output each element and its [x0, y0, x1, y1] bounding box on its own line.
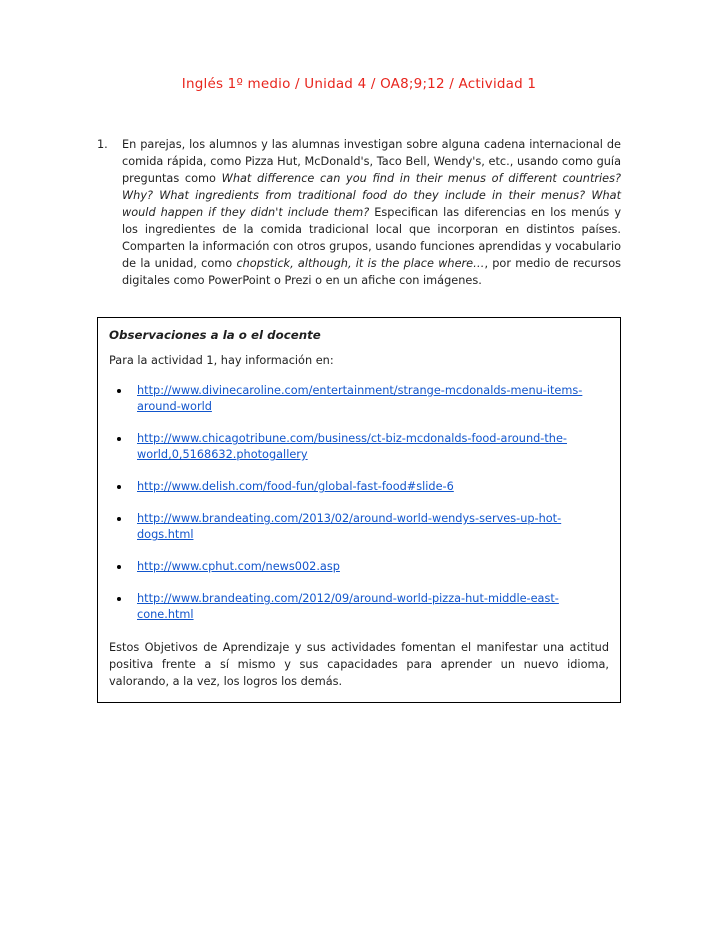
activity-text — [122, 136, 621, 289]
activity-item — [97, 136, 621, 289]
activity-number: 1. — [97, 138, 108, 151]
resource-link[interactable]: http://www.brandeating.com/2012/09/around-world-pizza-hut-middle-east-cone.html — [137, 592, 559, 621]
page-title: Inglés 1º medio / Unidad 4 / OA8;9;12 / Actividad 1 — [181, 76, 537, 92]
resource-link-item — [109, 559, 609, 575]
bullet-icon — [117, 597, 121, 601]
activity-text-part: , por medio de recursos digitales como PowerPoint o Prezi o en un afiche con imágenes. — [122, 257, 621, 287]
bullet-icon — [117, 485, 121, 489]
bullet-icon — [117, 437, 121, 441]
resource-link[interactable]: http://www.chicagotribune.com/business/ct-biz-mcdonalds-food-around-the-world,0,5168632.photogallery — [137, 432, 567, 461]
resource-link-item — [109, 431, 609, 463]
bullet-icon — [117, 565, 121, 569]
vocabulary-italic: chopstick, although, it is the place where… — [236, 257, 485, 270]
bullet-icon — [117, 517, 121, 521]
resource-link-item — [109, 591, 609, 623]
activity-text-part: En parejas, los alumnos y las alumnas investigan sobre alguna cadena internacional de comida rápida, como Pizza Hut, McDonald's, Taco Bell, Wendy's, etc., usando como guía preguntas como — [122, 138, 621, 185]
observations-footer: Estos Objetivos de Aprendizaje y sus actividades fomentan el manifestar una actitud positiva frente a sí mismo y sus capacidades para aprender un nuevo idioma, valorando, a la vez, los logros los demás. — [109, 641, 609, 688]
resource-link-item — [109, 479, 609, 495]
resource-link[interactable]: http://www.divinecaroline.com/entertainment/strange-mcdonalds-menu-items-around-world — [137, 384, 583, 413]
resource-link[interactable]: http://www.brandeating.com/2013/02/around-world-wendys-serves-up-hot-dogs.html — [137, 512, 562, 541]
bullet-icon — [117, 389, 121, 393]
observations-box — [97, 317, 621, 703]
english-questions-italic: What difference can you find in their menus of different countries? Why? What ingredients from traditional food do they include in their menus? What would happen if they didn't include them? — [122, 172, 622, 219]
observations-intro: Para la actividad 1, hay información en: — [109, 354, 334, 367]
resource-link-list — [109, 383, 609, 623]
activity-text-part: Especifican las diferencias en los menús y los ingredientes de la comida tradicional local que incorporan en distintos países. Comparten la información con otros grupos, usando funciones aprendidas y vocabulario de la unidad, como — [122, 206, 622, 270]
resource-link-item — [109, 383, 609, 415]
resource-link[interactable]: http://www.delish.com/food-fun/global-fast-food#slide-6 — [137, 480, 454, 493]
resource-link-item — [109, 511, 609, 543]
observations-header: Observaciones a la o el docente — [109, 328, 321, 342]
resource-link[interactable]: http://www.cphut.com/news002.asp — [137, 560, 340, 573]
